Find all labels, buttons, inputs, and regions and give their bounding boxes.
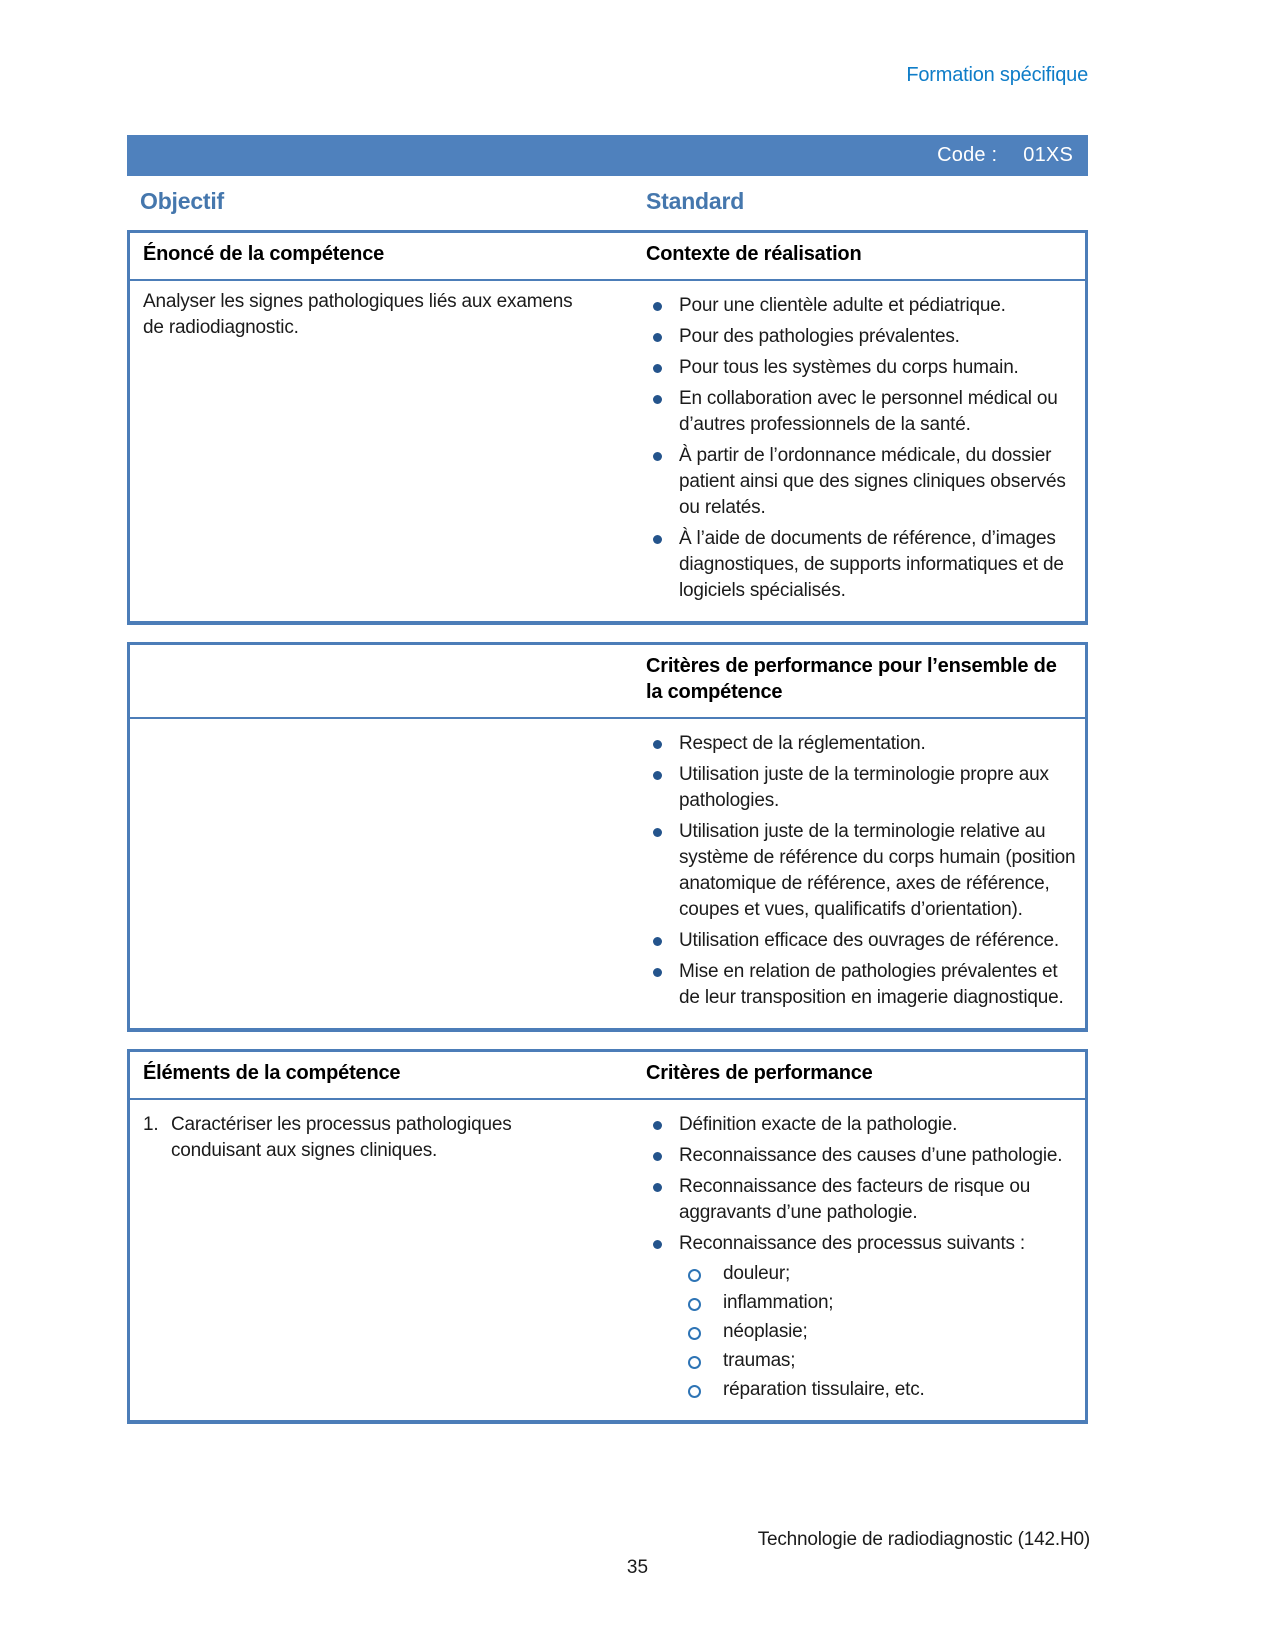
table3-header-right: Critères de performance (646, 1062, 873, 1084)
contexte-bullet-list (646, 293, 1077, 604)
code-value: 01XS (1023, 144, 1073, 166)
list-item: À partir de l’ordonnance médicale, du dossier patient ainsi que des signes cliniques observés ou relatés. (646, 443, 1077, 521)
table1-body-right (592, 281, 1085, 621)
table1-header-row (130, 233, 1085, 281)
criteres-ensemble-bullet-list (646, 731, 1077, 1011)
table1-header-right: Contexte de réalisation (646, 243, 862, 265)
table3-body-left (130, 1100, 592, 1420)
table-criteres-ensemble (127, 642, 1088, 1032)
table-elements-criteres (127, 1049, 1088, 1424)
table2-header-right: Critères de performance pour l’ensemble de la compétence (646, 655, 1057, 703)
code-label: Code : (937, 144, 998, 166)
table3-body-right (592, 1100, 1085, 1420)
heading-standard: Standard (646, 188, 745, 214)
table2-body-row (130, 719, 1085, 1028)
heading-objectif: Objectif (140, 188, 225, 214)
table2-body-right (592, 719, 1085, 1028)
table2-body-left-empty (130, 719, 592, 1028)
list-item (646, 1231, 1077, 1403)
footer-page-number: 35 (626, 1557, 649, 1578)
table2-header-left-empty (130, 645, 592, 717)
table3-header-row (130, 1052, 1085, 1100)
processus-sublist (679, 1261, 1077, 1403)
list-item: Utilisation efficace des ouvrages de référence. (646, 928, 1077, 954)
criteres-performance-bullet-list (646, 1112, 1077, 1403)
list-item: À l’aide de documents de référence, d’images diagnostiques, de supports informatiques et de logiciels spécialisés. (646, 526, 1077, 604)
element-number: 1. (143, 1114, 159, 1135)
list-item: Reconnaissance des causes d’une pathologie. (646, 1143, 1077, 1169)
competence-statement: Analyser les signes pathologiques liés aux examens de radiodiagnostic. (143, 291, 573, 338)
list-item: Utilisation juste de la terminologie relative au système de référence du corps humain (position anatomique de référence, axes de référence, coupes et vues, qualificatifs d’orientation). (646, 819, 1077, 923)
sub-list-item: inflammation; (679, 1290, 1077, 1316)
list-item: Respect de la réglementation. (646, 731, 1077, 757)
list-item: Pour une clientèle adulte et pédiatrique. (646, 293, 1077, 319)
list-item: Pour des pathologies prévalentes. (646, 324, 1077, 350)
list-item: Pour tous les systèmes du corps humain. (646, 355, 1077, 381)
table3-header-left: Éléments de la compétence (143, 1062, 401, 1084)
table-enonce-contexte (127, 230, 1088, 625)
table1-header-left: Énoncé de la compétence (143, 243, 385, 265)
list-item: Reconnaissance des facteurs de risque ou aggravants d’une pathologie. (646, 1174, 1077, 1226)
list-item: Utilisation juste de la terminologie propre aux pathologies. (646, 762, 1077, 814)
list-item-label: Reconnaissance des processus suivants : (679, 1233, 1026, 1254)
code-bar (127, 135, 1088, 176)
sub-list-item: réparation tissulaire, etc. (679, 1377, 1077, 1403)
sub-list-item: douleur; (679, 1261, 1077, 1287)
table1-body-row (130, 281, 1085, 621)
sub-list-item: néoplasie; (679, 1319, 1077, 1345)
sub-list-item: traumas; (679, 1348, 1077, 1374)
element-text: Caractériser les processus pathologiques conduisant aux signes cliniques. (171, 1114, 512, 1161)
table3-body-row (130, 1100, 1085, 1420)
list-item: En collaboration avec le personnel médical ou d’autres professionnels de la santé. (646, 386, 1077, 438)
footer-program-title: Technologie de radiodiagnostic (142.H0) (757, 1529, 1090, 1550)
element-item-1 (143, 1112, 578, 1164)
list-item: Définition exacte de la pathologie. (646, 1112, 1077, 1138)
table2-header-row (130, 645, 1085, 719)
column-headings (127, 186, 1088, 216)
list-item: Mise en relation de pathologies prévalentes et de leur transposition en imagerie diagnostique. (646, 959, 1077, 1011)
running-head: Formation spécifique (906, 64, 1088, 86)
